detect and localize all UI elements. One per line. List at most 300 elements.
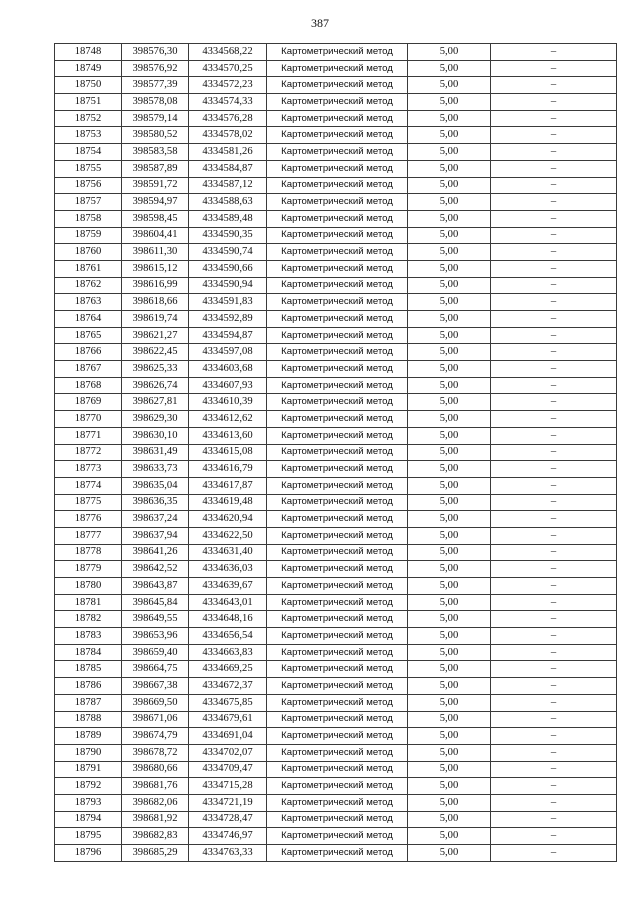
accuracy-cell: 5,00: [408, 477, 491, 494]
accuracy-cell: 5,00: [408, 194, 491, 211]
y-coordinate-cell: 4334588,63: [189, 194, 267, 211]
point-number-cell: 18782: [55, 611, 122, 628]
point-number-cell: 18772: [55, 444, 122, 461]
point-number-cell: 18786: [55, 678, 122, 695]
point-number-cell: 18794: [55, 811, 122, 828]
table-row: [55, 644, 617, 661]
point-number-cell: 18749: [55, 60, 122, 77]
y-coordinate-cell: 4334572,23: [189, 77, 267, 94]
x-coordinate-cell: 398583,58: [122, 144, 189, 161]
x-coordinate-cell: 398604,41: [122, 227, 189, 244]
table-row: [55, 828, 617, 845]
accuracy-cell: 5,00: [408, 845, 491, 862]
y-coordinate-cell: 4334763,33: [189, 845, 267, 862]
y-coordinate-cell: 4334616,79: [189, 461, 267, 478]
table-row: [55, 594, 617, 611]
note-cell: –: [491, 594, 617, 611]
note-cell: –: [491, 828, 617, 845]
x-coordinate-cell: 398626,74: [122, 377, 189, 394]
point-number-cell: 18763: [55, 294, 122, 311]
point-number-cell: 18783: [55, 628, 122, 645]
method-cell: Картометрический метод: [267, 60, 408, 77]
point-number-cell: 18761: [55, 260, 122, 277]
y-coordinate-cell: 4334607,93: [189, 377, 267, 394]
method-cell: Картометрический метод: [267, 461, 408, 478]
method-cell: Картометрический метод: [267, 644, 408, 661]
note-cell: –: [491, 644, 617, 661]
note-cell: –: [491, 811, 617, 828]
x-coordinate-cell: 398653,96: [122, 628, 189, 645]
table-row: [55, 110, 617, 127]
accuracy-cell: 5,00: [408, 794, 491, 811]
method-cell: Картометрический метод: [267, 728, 408, 745]
method-cell: Картометрический метод: [267, 177, 408, 194]
method-cell: Картометрический метод: [267, 361, 408, 378]
accuracy-cell: 5,00: [408, 561, 491, 578]
note-cell: –: [491, 394, 617, 411]
method-cell: Картометрический метод: [267, 344, 408, 361]
note-cell: –: [491, 160, 617, 177]
x-coordinate-cell: 398577,39: [122, 77, 189, 94]
note-cell: –: [491, 427, 617, 444]
method-cell: Картометрический метод: [267, 477, 408, 494]
y-coordinate-cell: 4334613,60: [189, 427, 267, 444]
note-cell: –: [491, 227, 617, 244]
accuracy-cell: 5,00: [408, 744, 491, 761]
method-cell: Картометрический метод: [267, 294, 408, 311]
table-row: [55, 845, 617, 862]
point-number-cell: 18789: [55, 728, 122, 745]
accuracy-cell: 5,00: [408, 711, 491, 728]
x-coordinate-cell: 398678,72: [122, 744, 189, 761]
y-coordinate-cell: 4334617,87: [189, 477, 267, 494]
accuracy-cell: 5,00: [408, 778, 491, 795]
note-cell: –: [491, 778, 617, 795]
table-row: [55, 394, 617, 411]
note-cell: –: [491, 294, 617, 311]
table-row: [55, 294, 617, 311]
note-cell: –: [491, 77, 617, 94]
method-cell: Картометрический метод: [267, 778, 408, 795]
x-coordinate-cell: 398636,35: [122, 494, 189, 511]
point-number-cell: 18767: [55, 361, 122, 378]
x-coordinate-cell: 398621,27: [122, 327, 189, 344]
point-number-cell: 18762: [55, 277, 122, 294]
x-coordinate-cell: 398681,76: [122, 778, 189, 795]
y-coordinate-cell: 4334648,16: [189, 611, 267, 628]
note-cell: –: [491, 127, 617, 144]
table-row: [55, 811, 617, 828]
accuracy-cell: 5,00: [408, 144, 491, 161]
table-row: [55, 661, 617, 678]
point-number-cell: 18777: [55, 527, 122, 544]
point-number-cell: 18781: [55, 594, 122, 611]
note-cell: –: [491, 694, 617, 711]
method-cell: Картометрический метод: [267, 94, 408, 111]
accuracy-cell: 5,00: [408, 110, 491, 127]
accuracy-cell: 5,00: [408, 694, 491, 711]
x-coordinate-cell: 398616,99: [122, 277, 189, 294]
method-cell: Картометрический метод: [267, 527, 408, 544]
table-row: [55, 194, 617, 211]
point-number-cell: 18792: [55, 778, 122, 795]
method-cell: Картометрический метод: [267, 561, 408, 578]
note-cell: –: [491, 94, 617, 111]
y-coordinate-cell: 4334709,47: [189, 761, 267, 778]
method-cell: Картометрический метод: [267, 661, 408, 678]
method-cell: Картометрический метод: [267, 511, 408, 528]
note-cell: –: [491, 628, 617, 645]
table-row: [55, 561, 617, 578]
method-cell: Картометрический метод: [267, 828, 408, 845]
x-coordinate-cell: 398680,66: [122, 761, 189, 778]
note-cell: –: [491, 311, 617, 328]
accuracy-cell: 5,00: [408, 811, 491, 828]
method-cell: Картометрический метод: [267, 578, 408, 595]
accuracy-cell: 5,00: [408, 311, 491, 328]
method-cell: Картометрический метод: [267, 611, 408, 628]
accuracy-cell: 5,00: [408, 661, 491, 678]
x-coordinate-cell: 398629,30: [122, 411, 189, 428]
table-row: [55, 477, 617, 494]
table-row: [55, 277, 617, 294]
table-row: [55, 527, 617, 544]
x-coordinate-cell: 398649,55: [122, 611, 189, 628]
y-coordinate-cell: 4334715,28: [189, 778, 267, 795]
method-cell: Картометрический метод: [267, 845, 408, 862]
point-number-cell: 18793: [55, 794, 122, 811]
point-number-cell: 18770: [55, 411, 122, 428]
x-coordinate-cell: 398591,72: [122, 177, 189, 194]
note-cell: –: [491, 110, 617, 127]
table-row: [55, 728, 617, 745]
y-coordinate-cell: 4334592,89: [189, 311, 267, 328]
note-cell: –: [491, 578, 617, 595]
y-coordinate-cell: 4334746,97: [189, 828, 267, 845]
table-row: [55, 327, 617, 344]
x-coordinate-cell: 398685,29: [122, 845, 189, 862]
point-number-cell: 18748: [55, 44, 122, 61]
accuracy-cell: 5,00: [408, 828, 491, 845]
y-coordinate-cell: 4334612,62: [189, 411, 267, 428]
accuracy-cell: 5,00: [408, 444, 491, 461]
x-coordinate-cell: 398622,45: [122, 344, 189, 361]
note-cell: –: [491, 60, 617, 77]
note-cell: –: [491, 260, 617, 277]
y-coordinate-cell: 4334643,01: [189, 594, 267, 611]
coordinates-table-body: [55, 44, 617, 862]
note-cell: –: [491, 794, 617, 811]
point-number-cell: 18787: [55, 694, 122, 711]
table-row: [55, 344, 617, 361]
y-coordinate-cell: 4334639,67: [189, 578, 267, 595]
x-coordinate-cell: 398645,84: [122, 594, 189, 611]
point-number-cell: 18775: [55, 494, 122, 511]
note-cell: –: [491, 477, 617, 494]
table-row: [55, 144, 617, 161]
point-number-cell: 18760: [55, 244, 122, 261]
x-coordinate-cell: 398682,06: [122, 794, 189, 811]
accuracy-cell: 5,00: [408, 527, 491, 544]
note-cell: –: [491, 444, 617, 461]
x-coordinate-cell: 398641,26: [122, 544, 189, 561]
point-number-cell: 18796: [55, 845, 122, 862]
accuracy-cell: 5,00: [408, 394, 491, 411]
point-number-cell: 18780: [55, 578, 122, 595]
x-coordinate-cell: 398611,30: [122, 244, 189, 261]
point-number-cell: 18773: [55, 461, 122, 478]
table-row: [55, 678, 617, 695]
x-coordinate-cell: 398669,50: [122, 694, 189, 711]
table-row: [55, 511, 617, 528]
y-coordinate-cell: 4334568,22: [189, 44, 267, 61]
point-number-cell: 18774: [55, 477, 122, 494]
point-number-cell: 18766: [55, 344, 122, 361]
note-cell: –: [491, 361, 617, 378]
y-coordinate-cell: 4334728,47: [189, 811, 267, 828]
y-coordinate-cell: 4334679,61: [189, 711, 267, 728]
table-row: [55, 461, 617, 478]
x-coordinate-cell: 398576,30: [122, 44, 189, 61]
x-coordinate-cell: 398659,40: [122, 644, 189, 661]
note-cell: –: [491, 277, 617, 294]
table-row: [55, 244, 617, 261]
method-cell: Картометрический метод: [267, 494, 408, 511]
table-row: [55, 578, 617, 595]
method-cell: Картометрический метод: [267, 694, 408, 711]
note-cell: –: [491, 194, 617, 211]
point-number-cell: 18779: [55, 561, 122, 578]
x-coordinate-cell: 398681,92: [122, 811, 189, 828]
table-row: [55, 544, 617, 561]
method-cell: Картометрический метод: [267, 260, 408, 277]
point-number-cell: 18759: [55, 227, 122, 244]
page-number: 387: [311, 16, 329, 30]
x-coordinate-cell: 398674,79: [122, 728, 189, 745]
y-coordinate-cell: 4334576,28: [189, 110, 267, 127]
y-coordinate-cell: 4334663,83: [189, 644, 267, 661]
x-coordinate-cell: 398619,74: [122, 311, 189, 328]
x-coordinate-cell: 398580,52: [122, 127, 189, 144]
method-cell: Картометрический метод: [267, 144, 408, 161]
accuracy-cell: 5,00: [408, 611, 491, 628]
accuracy-cell: 5,00: [408, 761, 491, 778]
note-cell: –: [491, 344, 617, 361]
x-coordinate-cell: 398664,75: [122, 661, 189, 678]
point-number-cell: 18753: [55, 127, 122, 144]
table-row: [55, 494, 617, 511]
point-number-cell: 18769: [55, 394, 122, 411]
point-number-cell: 18785: [55, 661, 122, 678]
method-cell: Картометрический метод: [267, 761, 408, 778]
y-coordinate-cell: 4334622,50: [189, 527, 267, 544]
method-cell: Картометрический метод: [267, 127, 408, 144]
table-row: [55, 444, 617, 461]
point-number-cell: 18755: [55, 160, 122, 177]
y-coordinate-cell: 4334636,03: [189, 561, 267, 578]
x-coordinate-cell: 398682,83: [122, 828, 189, 845]
accuracy-cell: 5,00: [408, 628, 491, 645]
table-row: [55, 260, 617, 277]
table-row: [55, 60, 617, 77]
point-number-cell: 18764: [55, 311, 122, 328]
point-number-cell: 18758: [55, 210, 122, 227]
note-cell: –: [491, 377, 617, 394]
x-coordinate-cell: 398627,81: [122, 394, 189, 411]
method-cell: Картометрический метод: [267, 444, 408, 461]
y-coordinate-cell: 4334581,26: [189, 144, 267, 161]
accuracy-cell: 5,00: [408, 244, 491, 261]
note-cell: –: [491, 411, 617, 428]
accuracy-cell: 5,00: [408, 511, 491, 528]
accuracy-cell: 5,00: [408, 411, 491, 428]
table-row: [55, 227, 617, 244]
accuracy-cell: 5,00: [408, 127, 491, 144]
y-coordinate-cell: 4334615,08: [189, 444, 267, 461]
accuracy-cell: 5,00: [408, 60, 491, 77]
x-coordinate-cell: 398643,87: [122, 578, 189, 595]
method-cell: Картометрический метод: [267, 628, 408, 645]
y-coordinate-cell: 4334672,37: [189, 678, 267, 695]
accuracy-cell: 5,00: [408, 344, 491, 361]
method-cell: Картометрический метод: [267, 377, 408, 394]
note-cell: –: [491, 611, 617, 628]
method-cell: Картометрический метод: [267, 110, 408, 127]
table-row: [55, 744, 617, 761]
accuracy-cell: 5,00: [408, 77, 491, 94]
table-row: [55, 794, 617, 811]
y-coordinate-cell: 4334590,94: [189, 277, 267, 294]
x-coordinate-cell: 398579,14: [122, 110, 189, 127]
note-cell: –: [491, 210, 617, 227]
y-coordinate-cell: 4334570,25: [189, 60, 267, 77]
point-number-cell: 18771: [55, 427, 122, 444]
y-coordinate-cell: 4334610,39: [189, 394, 267, 411]
table-row: [55, 694, 617, 711]
note-cell: –: [491, 744, 617, 761]
y-coordinate-cell: 4334578,02: [189, 127, 267, 144]
point-number-cell: 18791: [55, 761, 122, 778]
table-row: [55, 761, 617, 778]
note-cell: –: [491, 494, 617, 511]
method-cell: Картометрический метод: [267, 711, 408, 728]
method-cell: Картометрический метод: [267, 227, 408, 244]
point-number-cell: 18754: [55, 144, 122, 161]
accuracy-cell: 5,00: [408, 361, 491, 378]
point-number-cell: 18790: [55, 744, 122, 761]
table-row: [55, 44, 617, 61]
accuracy-cell: 5,00: [408, 544, 491, 561]
point-number-cell: 18756: [55, 177, 122, 194]
accuracy-cell: 5,00: [408, 160, 491, 177]
method-cell: Картометрический метод: [267, 411, 408, 428]
method-cell: Картометрический метод: [267, 210, 408, 227]
x-coordinate-cell: 398598,45: [122, 210, 189, 227]
y-coordinate-cell: 4334590,66: [189, 260, 267, 277]
method-cell: Картометрический метод: [267, 44, 408, 61]
x-coordinate-cell: 398625,33: [122, 361, 189, 378]
point-number-cell: 18795: [55, 828, 122, 845]
table-row: [55, 628, 617, 645]
x-coordinate-cell: 398637,24: [122, 511, 189, 528]
y-coordinate-cell: 4334590,74: [189, 244, 267, 261]
table-row: [55, 210, 617, 227]
y-coordinate-cell: 4334669,25: [189, 661, 267, 678]
x-coordinate-cell: 398667,38: [122, 678, 189, 695]
accuracy-cell: 5,00: [408, 728, 491, 745]
accuracy-cell: 5,00: [408, 427, 491, 444]
x-coordinate-cell: 398630,10: [122, 427, 189, 444]
y-coordinate-cell: 4334721,19: [189, 794, 267, 811]
point-number-cell: 18757: [55, 194, 122, 211]
method-cell: Картометрический метод: [267, 794, 408, 811]
table-row: [55, 361, 617, 378]
y-coordinate-cell: 4334597,08: [189, 344, 267, 361]
accuracy-cell: 5,00: [408, 461, 491, 478]
method-cell: Картометрический метод: [267, 311, 408, 328]
x-coordinate-cell: 398578,08: [122, 94, 189, 111]
point-number-cell: 18751: [55, 94, 122, 111]
note-cell: –: [491, 461, 617, 478]
method-cell: Картометрический метод: [267, 244, 408, 261]
accuracy-cell: 5,00: [408, 644, 491, 661]
table-row: [55, 778, 617, 795]
x-coordinate-cell: 398633,73: [122, 461, 189, 478]
method-cell: Картометрический метод: [267, 277, 408, 294]
method-cell: Картометрический метод: [267, 427, 408, 444]
table-row: [55, 711, 617, 728]
table-row: [55, 611, 617, 628]
accuracy-cell: 5,00: [408, 44, 491, 61]
point-number-cell: 18784: [55, 644, 122, 661]
accuracy-cell: 5,00: [408, 227, 491, 244]
accuracy-cell: 5,00: [408, 327, 491, 344]
table-row: [55, 177, 617, 194]
method-cell: Картометрический метод: [267, 744, 408, 761]
y-coordinate-cell: 4334620,94: [189, 511, 267, 528]
y-coordinate-cell: 4334675,85: [189, 694, 267, 711]
point-number-cell: 18778: [55, 544, 122, 561]
note-cell: –: [491, 144, 617, 161]
table-row: [55, 427, 617, 444]
note-cell: –: [491, 327, 617, 344]
note-cell: –: [491, 44, 617, 61]
note-cell: –: [491, 544, 617, 561]
method-cell: Картометрический метод: [267, 678, 408, 695]
accuracy-cell: 5,00: [408, 260, 491, 277]
note-cell: –: [491, 561, 617, 578]
y-coordinate-cell: 4334587,12: [189, 177, 267, 194]
method-cell: Картометрический метод: [267, 194, 408, 211]
method-cell: Картометрический метод: [267, 394, 408, 411]
point-number-cell: 18788: [55, 711, 122, 728]
y-coordinate-cell: 4334590,35: [189, 227, 267, 244]
accuracy-cell: 5,00: [408, 377, 491, 394]
note-cell: –: [491, 661, 617, 678]
table-row: [55, 411, 617, 428]
accuracy-cell: 5,00: [408, 578, 491, 595]
table-row: [55, 94, 617, 111]
method-cell: Картометрический метод: [267, 811, 408, 828]
note-cell: –: [491, 845, 617, 862]
y-coordinate-cell: 4334603,68: [189, 361, 267, 378]
note-cell: –: [491, 244, 617, 261]
y-coordinate-cell: 4334594,87: [189, 327, 267, 344]
accuracy-cell: 5,00: [408, 277, 491, 294]
y-coordinate-cell: 4334631,40: [189, 544, 267, 561]
note-cell: –: [491, 177, 617, 194]
accuracy-cell: 5,00: [408, 294, 491, 311]
